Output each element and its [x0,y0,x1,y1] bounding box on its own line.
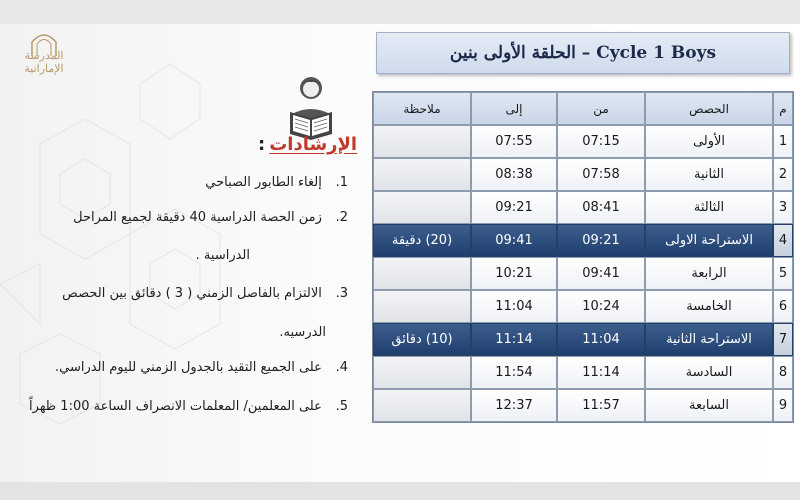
period-name: السابعة [645,389,773,422]
title-bar [376,32,790,74]
instruction-item-continuation [279,325,326,340]
instruction-item [205,175,348,190]
table-row [373,389,793,422]
instruction-item [62,286,348,301]
instruction-text: الدرسيه. [279,325,326,340]
table-row [373,158,793,191]
start-time: 07:15 [557,125,645,158]
start-time: 11:57 [557,389,645,422]
end-time: 08:38 [471,158,557,191]
page-title: الحلقة الأولى بنين – Cycle 1 Boys [449,43,717,63]
period-name: السادسة [645,356,773,389]
table-row [373,125,793,158]
instruction-text: على الجميع التقيد بالجدول الزمني لليوم الدراسي. [54,360,322,375]
slide [0,24,800,482]
bottom-frame [0,482,800,500]
note [373,191,471,224]
top-frame [0,0,800,24]
instructions-heading [258,134,357,155]
instruction-item-continuation [196,248,250,263]
note [373,290,471,323]
row-number: 6 [773,290,793,323]
period-name: الخامسة [645,290,773,323]
end-time: 09:41 [471,224,557,257]
schedule-table [372,91,794,423]
instruction-number: 2. [335,210,348,225]
note: (20) دقيقة [373,224,471,257]
row-number: 2 [773,158,793,191]
row-number: 4 [773,224,793,257]
row-number: 1 [773,125,793,158]
note [373,356,471,389]
period-name: الأولى [645,125,773,158]
header-from: من [557,92,645,125]
end-time: 12:37 [471,389,557,422]
table-row [373,257,793,290]
row-number: 5 [773,257,793,290]
header-num: م [773,92,793,125]
period-name: الثانية [645,158,773,191]
header-period: الحصص [645,92,773,125]
instruction-item [73,210,348,225]
school-logo [8,30,80,82]
note [373,389,471,422]
instruction-number: 5. [335,399,348,414]
instruction-text: على المعلمين/ المعلمات الانصراف الساعة 1:00 ظهراً [29,399,322,414]
instruction-number: 1. [335,175,348,190]
header-to: إلى [471,92,557,125]
period-name: الاستراحة الاولى [645,224,773,257]
logo-text-line1: المدرسة [24,49,64,62]
note: (10) دقائق [373,323,471,356]
row-number: 9 [773,389,793,422]
table-row [373,356,793,389]
instruction-text: الدراسية . [195,248,250,263]
table-row [373,290,793,323]
instruction-number: 3. [335,286,348,301]
end-time: 09:21 [471,191,557,224]
start-time: 11:04 [557,323,645,356]
break-row [373,224,793,257]
start-time: 11:14 [557,356,645,389]
note [373,257,471,290]
period-name: الاستراحة الثانية [645,323,773,356]
end-time: 07:55 [471,125,557,158]
table-header-row [373,92,793,125]
row-number: 3 [773,191,793,224]
start-time: 10:24 [557,290,645,323]
instruction-text: زمن الحصة الدراسية 40 دقيقة لجميع المراحل [73,210,322,225]
table-row [373,191,793,224]
start-time: 09:21 [557,224,645,257]
person-reading-book-icon [286,74,336,140]
instruction-text: إلغاء الطابور الصباحي [205,175,322,190]
header-note: ملاحظة [373,92,471,125]
end-time: 11:04 [471,290,557,323]
instruction-item [29,399,348,414]
instructions-heading-text: الإرشادات [269,134,358,155]
note [373,125,471,158]
instruction-text: الالتزام بالفاصل الزمني ( 3 ) دقائق بين الحصص [62,286,322,301]
break-row [373,323,793,356]
instruction-item [55,360,348,375]
start-time: 09:41 [557,257,645,290]
row-number: 7 [773,323,793,356]
instructions-heading-colon: : [258,134,266,155]
end-time: 11:14 [471,323,557,356]
row-number: 8 [773,356,793,389]
start-time: 08:41 [557,191,645,224]
period-name: الثالثة [645,191,773,224]
note [373,158,471,191]
period-name: الرابعة [645,257,773,290]
logo-text-line2: الإماراتية [24,62,64,75]
end-time: 11:54 [471,356,557,389]
instruction-number: 4. [335,360,348,375]
start-time: 07:58 [557,158,645,191]
end-time: 10:21 [471,257,557,290]
